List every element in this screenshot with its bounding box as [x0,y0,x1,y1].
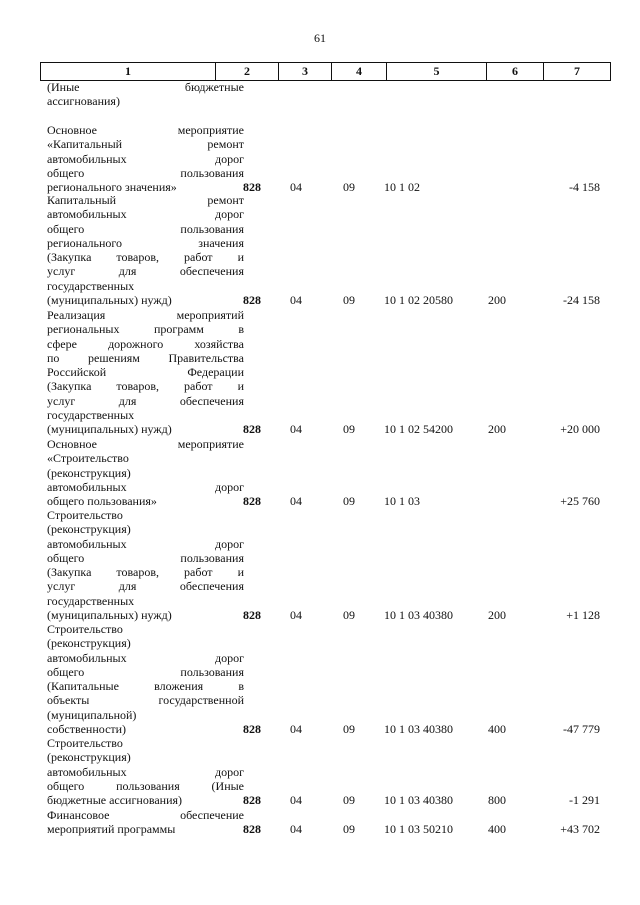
table-row [40,80,610,109]
description-line: (реконструкция) [47,465,131,480]
subsection-code: 09 [343,608,355,623]
table-row [40,736,610,808]
table-row [40,193,610,307]
description-line: государственных [47,278,135,293]
description-line: услуг для обеспечения [47,264,244,279]
expense-type-code: 400 [488,822,506,837]
column-header-2: 2 [216,63,279,81]
description-line: (Закупка товаров, работ и [47,565,244,580]
ministry-code: 828 [243,822,261,837]
description-line: мероприятий программы [47,822,176,837]
description-line: (муниципальных) нужд) [47,293,172,308]
ministry-code: 828 [243,608,261,623]
amount-change: +43 702 [560,822,600,837]
section-code: 04 [290,793,302,808]
table-row [40,622,610,736]
row-description [47,80,244,109]
description-line: Строительство [47,622,123,636]
description-line: сфере дорожного хозяйства [47,336,244,351]
row-description [47,508,244,622]
description-line: (реконструкция) [47,636,131,651]
description-line: (Закупка товаров, работ и [47,379,244,394]
description-line: услуг для обеспечения [47,393,244,408]
row-description [47,622,244,736]
expense-type-code: 200 [488,422,506,437]
description-line: (реконструкция) [47,750,131,765]
description-line: общего пользования [47,664,244,679]
description-line: Основное мероприятие [47,123,244,137]
target-article-code: 10 1 03 40380 [384,722,453,737]
section-code: 04 [290,494,302,509]
section-code: 04 [290,608,302,623]
amount-change: -4 158 [569,180,600,195]
table-row [40,123,610,195]
section-code: 04 [290,293,302,308]
expense-type-code: 200 [488,293,506,308]
amount-change: +1 128 [566,608,600,623]
description-line: услуг для обеспечения [47,579,244,594]
page-number: 61 [314,31,326,45]
subsection-code: 09 [343,180,355,195]
subsection-code: 09 [343,422,355,437]
ministry-code: 828 [243,793,261,808]
description-line: объекты государственной [47,693,244,708]
target-article-code: 10 1 03 40380 [384,608,453,623]
description-line: государственных [47,408,135,423]
row-description [47,437,244,508]
target-article-code: 10 1 03 40380 [384,793,453,808]
description-line: региональных программ в [47,322,244,337]
subsection-code: 09 [343,822,355,837]
column-header-7: 7 [544,63,611,81]
ministry-code: 828 [243,293,261,308]
description-line: по решениям Правительства [47,350,244,365]
amount-change: +20 000 [560,422,600,437]
description-line: бюджетные ассигнования) [47,793,183,808]
description-line: Строительство [47,736,123,750]
description-line: (Иные бюджетные [47,80,244,94]
subsection-code: 09 [343,793,355,808]
description-line: Строительство [47,508,123,522]
expense-type-code: 400 [488,722,506,737]
description-line: Реализация мероприятий [47,308,244,322]
target-article-code: 10 1 02 54200 [384,422,453,437]
description-line: ассигнования) [47,94,120,109]
amount-change: +25 760 [560,494,600,509]
column-header-1: 1 [41,63,216,81]
subsection-code: 09 [343,293,355,308]
amount-change: -47 779 [563,722,600,737]
description-line: (Закупка товаров, работ и [47,250,244,265]
section-code: 04 [290,180,302,195]
ministry-code: 828 [243,422,261,437]
description-line: общего пользования (Иные [47,778,244,793]
description-line: автомобильных дорог [47,479,244,494]
description-line: (реконструкция) [47,522,131,537]
ministry-code: 828 [243,722,261,737]
column-header-4: 4 [332,63,387,81]
description-line: Основное мероприятие [47,437,244,451]
description-line: автомобильных дорог [47,764,244,779]
row-description [47,193,244,307]
description-line: (Капитальные вложения в [47,679,244,694]
row-description [47,308,244,437]
table-row [40,508,610,622]
column-header-6: 6 [487,63,544,81]
section-code: 04 [290,722,302,737]
description-line: общего пользования [47,165,244,180]
target-article-code: 10 1 02 [384,180,420,195]
description-line: автомобильных дорог [47,207,244,222]
table-row [40,308,610,437]
row-description [47,808,244,837]
section-code: 04 [290,822,302,837]
column-header-row [40,62,611,81]
expense-type-code: 200 [488,608,506,623]
description-line: государственных [47,593,135,608]
target-article-code: 10 1 02 20580 [384,293,453,308]
description-line: автомобильных дорог [47,151,244,166]
description-line: автомобильных дорог [47,536,244,551]
description-line: регионального значения» [47,180,177,195]
amount-change: -1 291 [569,793,600,808]
row-description [47,123,244,194]
description-line: общего пользования [47,550,244,565]
table-row [40,808,610,837]
description-line: Российской Федерации [47,365,244,380]
description-line: общего пользования [47,221,244,236]
row-description [47,736,244,807]
ministry-code: 828 [243,494,261,509]
column-header-5: 5 [387,63,487,81]
description-line: Капитальный ремонт [47,193,244,207]
target-article-code: 10 1 03 [384,494,420,509]
subsection-code: 09 [343,494,355,509]
description-line: (муниципальной) [47,707,137,722]
description-line: «Строительство [47,451,129,466]
expense-type-code: 800 [488,793,506,808]
description-line: (муниципальных) нужд) [47,608,172,623]
section-code: 04 [290,422,302,437]
table-row [40,437,610,509]
description-line: «Капитальный ремонт [47,137,244,152]
ministry-code: 828 [243,180,261,195]
target-article-code: 10 1 03 50210 [384,822,453,837]
description-line: регионального значения [47,235,244,250]
amount-change: -24 158 [563,293,600,308]
description-line: (муниципальных) нужд) [47,422,172,437]
description-line: автомобильных дорог [47,650,244,665]
description-line: Финансовое обеспечение [47,808,244,822]
column-header-3: 3 [279,63,332,81]
subsection-code: 09 [343,722,355,737]
description-line: собственности) [47,722,127,737]
description-line: общего пользования» [47,494,157,509]
